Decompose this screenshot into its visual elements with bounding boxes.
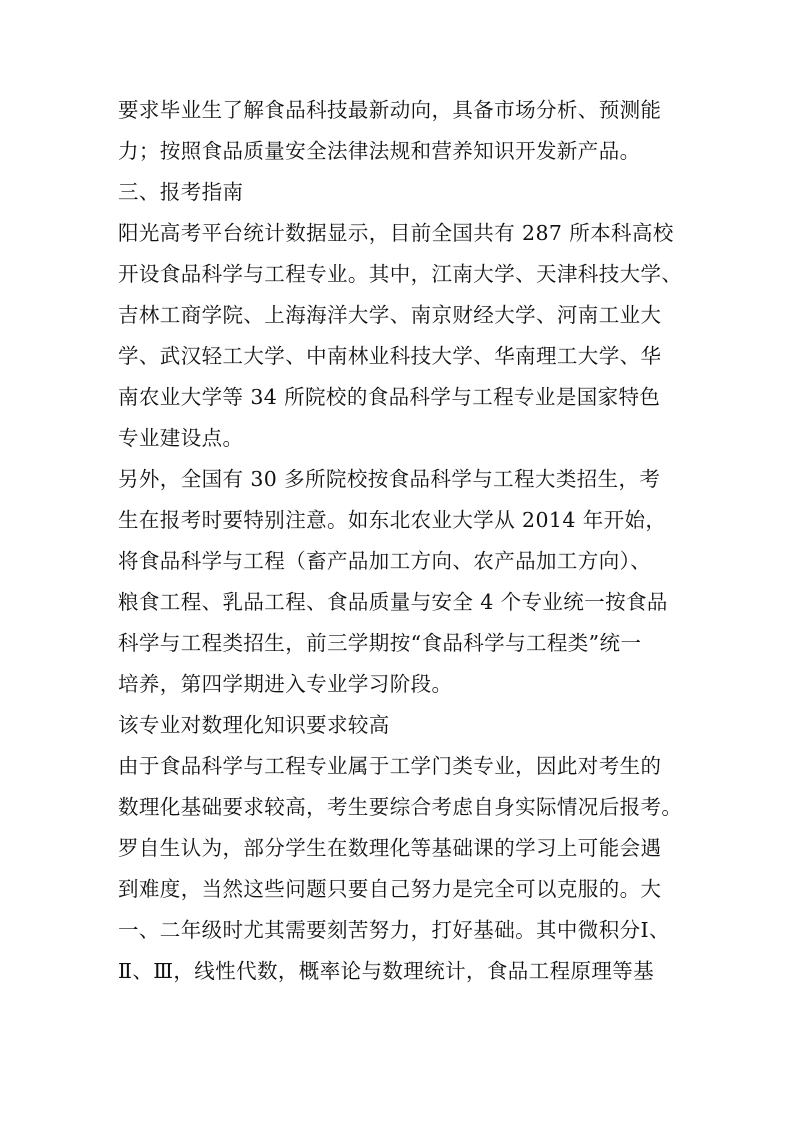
text-line: 要求毕业生了解食品科技最新动向，具备市场分析、预测能	[118, 98, 662, 122]
text-line: 数理化基础要求较高，考生要综合考虑自身实际情况后报考。	[118, 795, 683, 819]
text-line: 由于食品科学与工程专业属于工学门类专业，因此对考生的	[118, 754, 662, 778]
document-body	[118, 90, 688, 992]
text-line: 另外，全国有 30 多所院校按食品科学与工程大类招生，考	[118, 467, 661, 491]
subheading: 该专业对数理化知识要求较高	[118, 713, 390, 737]
text-line: 吉林工商学院、上海海洋大学、南京财经大学、河南工业大	[118, 303, 662, 327]
section-heading: 三、报考指南	[118, 180, 244, 204]
text-line: 粮食工程、乳品工程、食品质量与安全 4 个专业统一按食品	[118, 590, 668, 614]
text-line: 开设食品科学与工程专业。其中，江南大学、天津科技大学、	[118, 262, 683, 286]
text-line: 阳光高考平台统计数据显示，目前全国共有 287 所本科高校	[118, 221, 674, 245]
text-line: 力；按照食品质量安全法律法规和营养知识开发新产品。	[118, 139, 641, 163]
text-line: Ⅱ、Ⅲ，线性代数，概率论与数理统计，食品工程原理等基	[118, 959, 655, 983]
text-line: 生在报考时要特别注意。如东北农业大学从 2014 年开始，	[118, 508, 667, 532]
text-line: 一、二年级时尤其需要刻苦努力，打好基础。其中微积分Ⅰ、	[118, 918, 670, 942]
text-line: 科学与工程类招生，前三学期按“食品科学与工程类”统一	[118, 631, 642, 655]
text-line: 学、武汉轻工大学、中南林业科技大学、华南理工大学、华	[118, 344, 662, 368]
text-line: 培养，第四学期进入专业学习阶段。	[118, 672, 453, 696]
text-line: 到难度，当然这些问题只要自己努力是完全可以克服的。大	[118, 877, 662, 901]
text-line: 罗自生认为，部分学生在数理化等基础课的学习上可能会遇	[118, 836, 662, 860]
text-line: 专业建设点。	[118, 426, 244, 450]
text-line: 南农业大学等 34 所院校的食品科学与工程专业是国家特色	[118, 385, 661, 409]
text-line: 将食品科学与工程（畜产品加工方向、农产品加工方向）、	[118, 549, 652, 573]
